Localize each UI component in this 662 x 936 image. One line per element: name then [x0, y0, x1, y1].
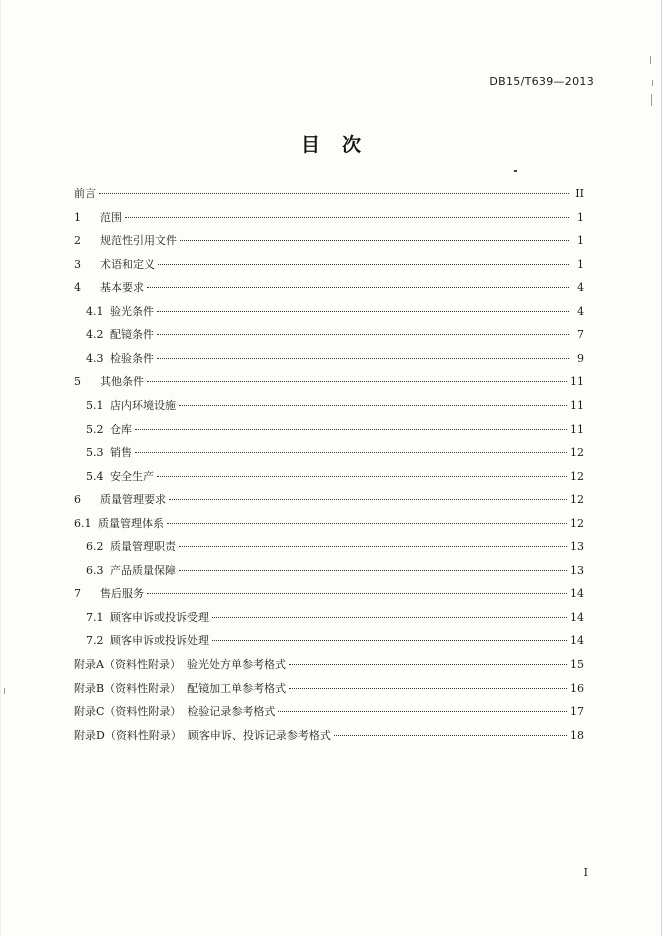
toc-entry[interactable] — [74, 372, 584, 392]
scan-artifact — [652, 80, 653, 86]
toc-dot-leader — [157, 475, 567, 477]
toc-entry-page: 9 — [577, 351, 584, 365]
toc-dot-leader — [334, 734, 567, 736]
toc-entry-label: 销售 — [110, 446, 132, 460]
toc-entry[interactable] — [86, 325, 584, 345]
toc-dot-leader — [289, 663, 567, 665]
toc-entry[interactable] — [74, 278, 584, 298]
toc-dot-leader — [157, 357, 569, 359]
toc-entry[interactable] — [86, 443, 584, 463]
toc-entry-number: 附录B（资料性附录） — [74, 681, 182, 695]
toc-entry-number: 2 — [74, 234, 81, 248]
toc-entry[interactable] — [86, 631, 584, 651]
toc-entry-number: 4.2 — [86, 328, 104, 342]
toc-entry-page: 14 — [570, 587, 584, 601]
toc-entry-page: 12 — [570, 493, 584, 507]
toc-entry-label: 安全生产 — [110, 469, 154, 483]
scan-artifact — [650, 56, 651, 64]
toc-entry[interactable] — [86, 467, 584, 487]
toc-entry-page: 13 — [570, 540, 584, 554]
toc-dot-leader — [212, 639, 567, 641]
toc-dot-leader — [99, 192, 569, 194]
toc-dot-leader — [212, 616, 567, 618]
toc-entry-page: 12 — [570, 516, 584, 530]
toc-entry-label: 检验条件 — [110, 351, 154, 365]
toc-entry[interactable] — [86, 349, 584, 369]
toc-entry-number: 5 — [74, 375, 81, 389]
toc-dot-leader — [167, 522, 567, 524]
toc-title: 目次 — [300, 134, 383, 156]
toc-entry-page: 13 — [570, 563, 584, 577]
toc-entry-page: 18 — [570, 728, 584, 742]
toc-entry-number: 附录A（资料性附录） — [74, 658, 181, 671]
toc-entry[interactable] — [86, 396, 584, 416]
toc-entry-number: 4 — [74, 281, 81, 295]
toc-entry-number: 6 — [74, 493, 81, 507]
scan-artifact — [651, 94, 652, 106]
toc-entry[interactable] — [74, 726, 584, 746]
toc-dot-leader — [179, 569, 567, 571]
toc-entry-page: 14 — [570, 634, 584, 648]
toc-entry-number: 6.2 — [86, 540, 104, 554]
toc-dot-leader — [125, 216, 569, 218]
toc-dot-leader — [179, 545, 567, 547]
toc-entry-label: 其他条件 — [100, 375, 144, 389]
toc-entry-label: 配镜加工单参考格式 — [187, 681, 287, 695]
toc-entry-page: 1 — [577, 257, 584, 271]
toc-entry-page: 11 — [570, 422, 584, 436]
scan-speck — [514, 170, 517, 172]
toc-entry-number: 5.1 — [86, 398, 104, 412]
toc-entry-number: 附录D（资料性附录） — [74, 728, 182, 742]
toc-entry-label: 售后服务 — [100, 587, 144, 601]
toc-dot-leader — [157, 310, 569, 312]
toc-entry-page: 4 — [577, 304, 584, 318]
toc-entry[interactable] — [74, 679, 584, 699]
toc-entry-label: 质量管理要求 — [100, 493, 166, 507]
toc-entry[interactable] — [74, 490, 584, 510]
toc-entry-number: 6.3 — [86, 563, 104, 577]
toc-entry-page: 11 — [570, 398, 584, 412]
toc-entry-number: 7.1 — [86, 610, 104, 624]
toc-entry-number: 5.3 — [86, 446, 104, 460]
toc-dot-leader — [169, 498, 567, 500]
toc-entry[interactable] — [86, 537, 584, 557]
toc-entry-page: 16 — [570, 681, 584, 695]
toc-entry-page: 12 — [570, 469, 584, 483]
toc-entry-label: 基本要求 — [100, 281, 144, 295]
toc-entry-number: 6.1 — [74, 516, 92, 530]
toc-entry-number: 7 — [74, 587, 81, 601]
toc-entry-page: 11 — [570, 375, 584, 389]
toc-entry-page: 4 — [577, 281, 584, 295]
toc-entry[interactable] — [74, 702, 584, 722]
toc-entry-label: 配镜条件 — [110, 328, 154, 342]
toc-dot-leader — [179, 404, 567, 406]
toc-entry-number: 4.1 — [86, 304, 104, 318]
toc-dot-leader — [157, 333, 569, 335]
scan-artifact — [4, 688, 5, 694]
toc-entry-label: 验光处方单参考格式 — [186, 658, 286, 671]
toc-entry-label: 店内环境设施 — [110, 398, 176, 412]
toc-entry-number: 5.2 — [86, 422, 104, 436]
toc-entry-label: 质量管理体系 — [98, 516, 164, 530]
toc-entry-page: 17 — [570, 705, 584, 719]
toc-entry-label: 顾客申诉或投诉处理 — [110, 634, 209, 648]
toc-dot-leader — [147, 380, 567, 382]
toc-dot-leader — [135, 428, 567, 430]
toc-entry-page: 14 — [570, 610, 584, 624]
page-number: I — [583, 866, 588, 879]
toc-entry-number: 附录C（资料性附录） — [74, 705, 182, 719]
toc-dot-leader — [289, 687, 567, 689]
toc-entry-number: 1 — [74, 210, 81, 224]
toc-dot-leader — [135, 451, 567, 453]
toc-entry-label: 顾客申诉、投诉记录参考格式 — [187, 728, 331, 742]
toc-entry-page: 15 — [570, 658, 584, 671]
toc-entry-label: 规范性引用文件 — [100, 234, 177, 248]
toc-entry-page: 12 — [570, 446, 584, 460]
toc-entry-page: 7 — [577, 328, 584, 342]
toc-entry[interactable] — [86, 561, 584, 581]
toc-entry-label: 前言 — [74, 187, 96, 200]
toc-dot-leader — [180, 239, 569, 241]
toc-entry-number: 4.3 — [86, 351, 104, 365]
toc-entry[interactable] — [86, 420, 584, 440]
toc-entry-label: 仓库 — [110, 422, 132, 436]
toc-entry[interactable] — [74, 208, 584, 228]
toc-dot-leader — [158, 263, 569, 265]
toc-entry[interactable] — [86, 608, 584, 628]
toc-entry[interactable] — [74, 584, 584, 604]
toc-dot-leader — [278, 710, 567, 712]
toc-entry[interactable] — [74, 231, 584, 251]
toc-entry[interactable] — [74, 255, 584, 275]
toc-entry-page: 1 — [577, 234, 584, 248]
toc-dot-leader — [147, 592, 567, 594]
toc-entry-page: 1 — [577, 210, 584, 224]
toc-entry-label: 质量管理职责 — [110, 540, 176, 554]
toc-entry-number: 7.2 — [86, 634, 104, 648]
toc-entry-label: 检验记录参考格式 — [187, 705, 276, 719]
toc-entry[interactable] — [74, 184, 584, 204]
toc-entry[interactable] — [74, 514, 584, 534]
toc-entry-number: 5.4 — [86, 469, 104, 483]
document-code: DB15/T639—2013 — [489, 75, 594, 88]
toc-entry[interactable] — [86, 302, 584, 322]
toc-entry-label: 范围 — [100, 210, 122, 224]
toc-dot-leader — [147, 286, 569, 288]
toc-entry-label: 术语和定义 — [100, 257, 155, 271]
toc-entry-number: 3 — [74, 257, 81, 271]
toc-entry-label: 产品质量保障 — [110, 563, 176, 577]
toc-entry[interactable] — [74, 655, 584, 675]
toc-entry-label: 验光条件 — [110, 304, 154, 318]
toc-entry-page: II — [575, 187, 584, 200]
toc-entry-label: 顾客申诉或投诉受理 — [110, 610, 209, 624]
